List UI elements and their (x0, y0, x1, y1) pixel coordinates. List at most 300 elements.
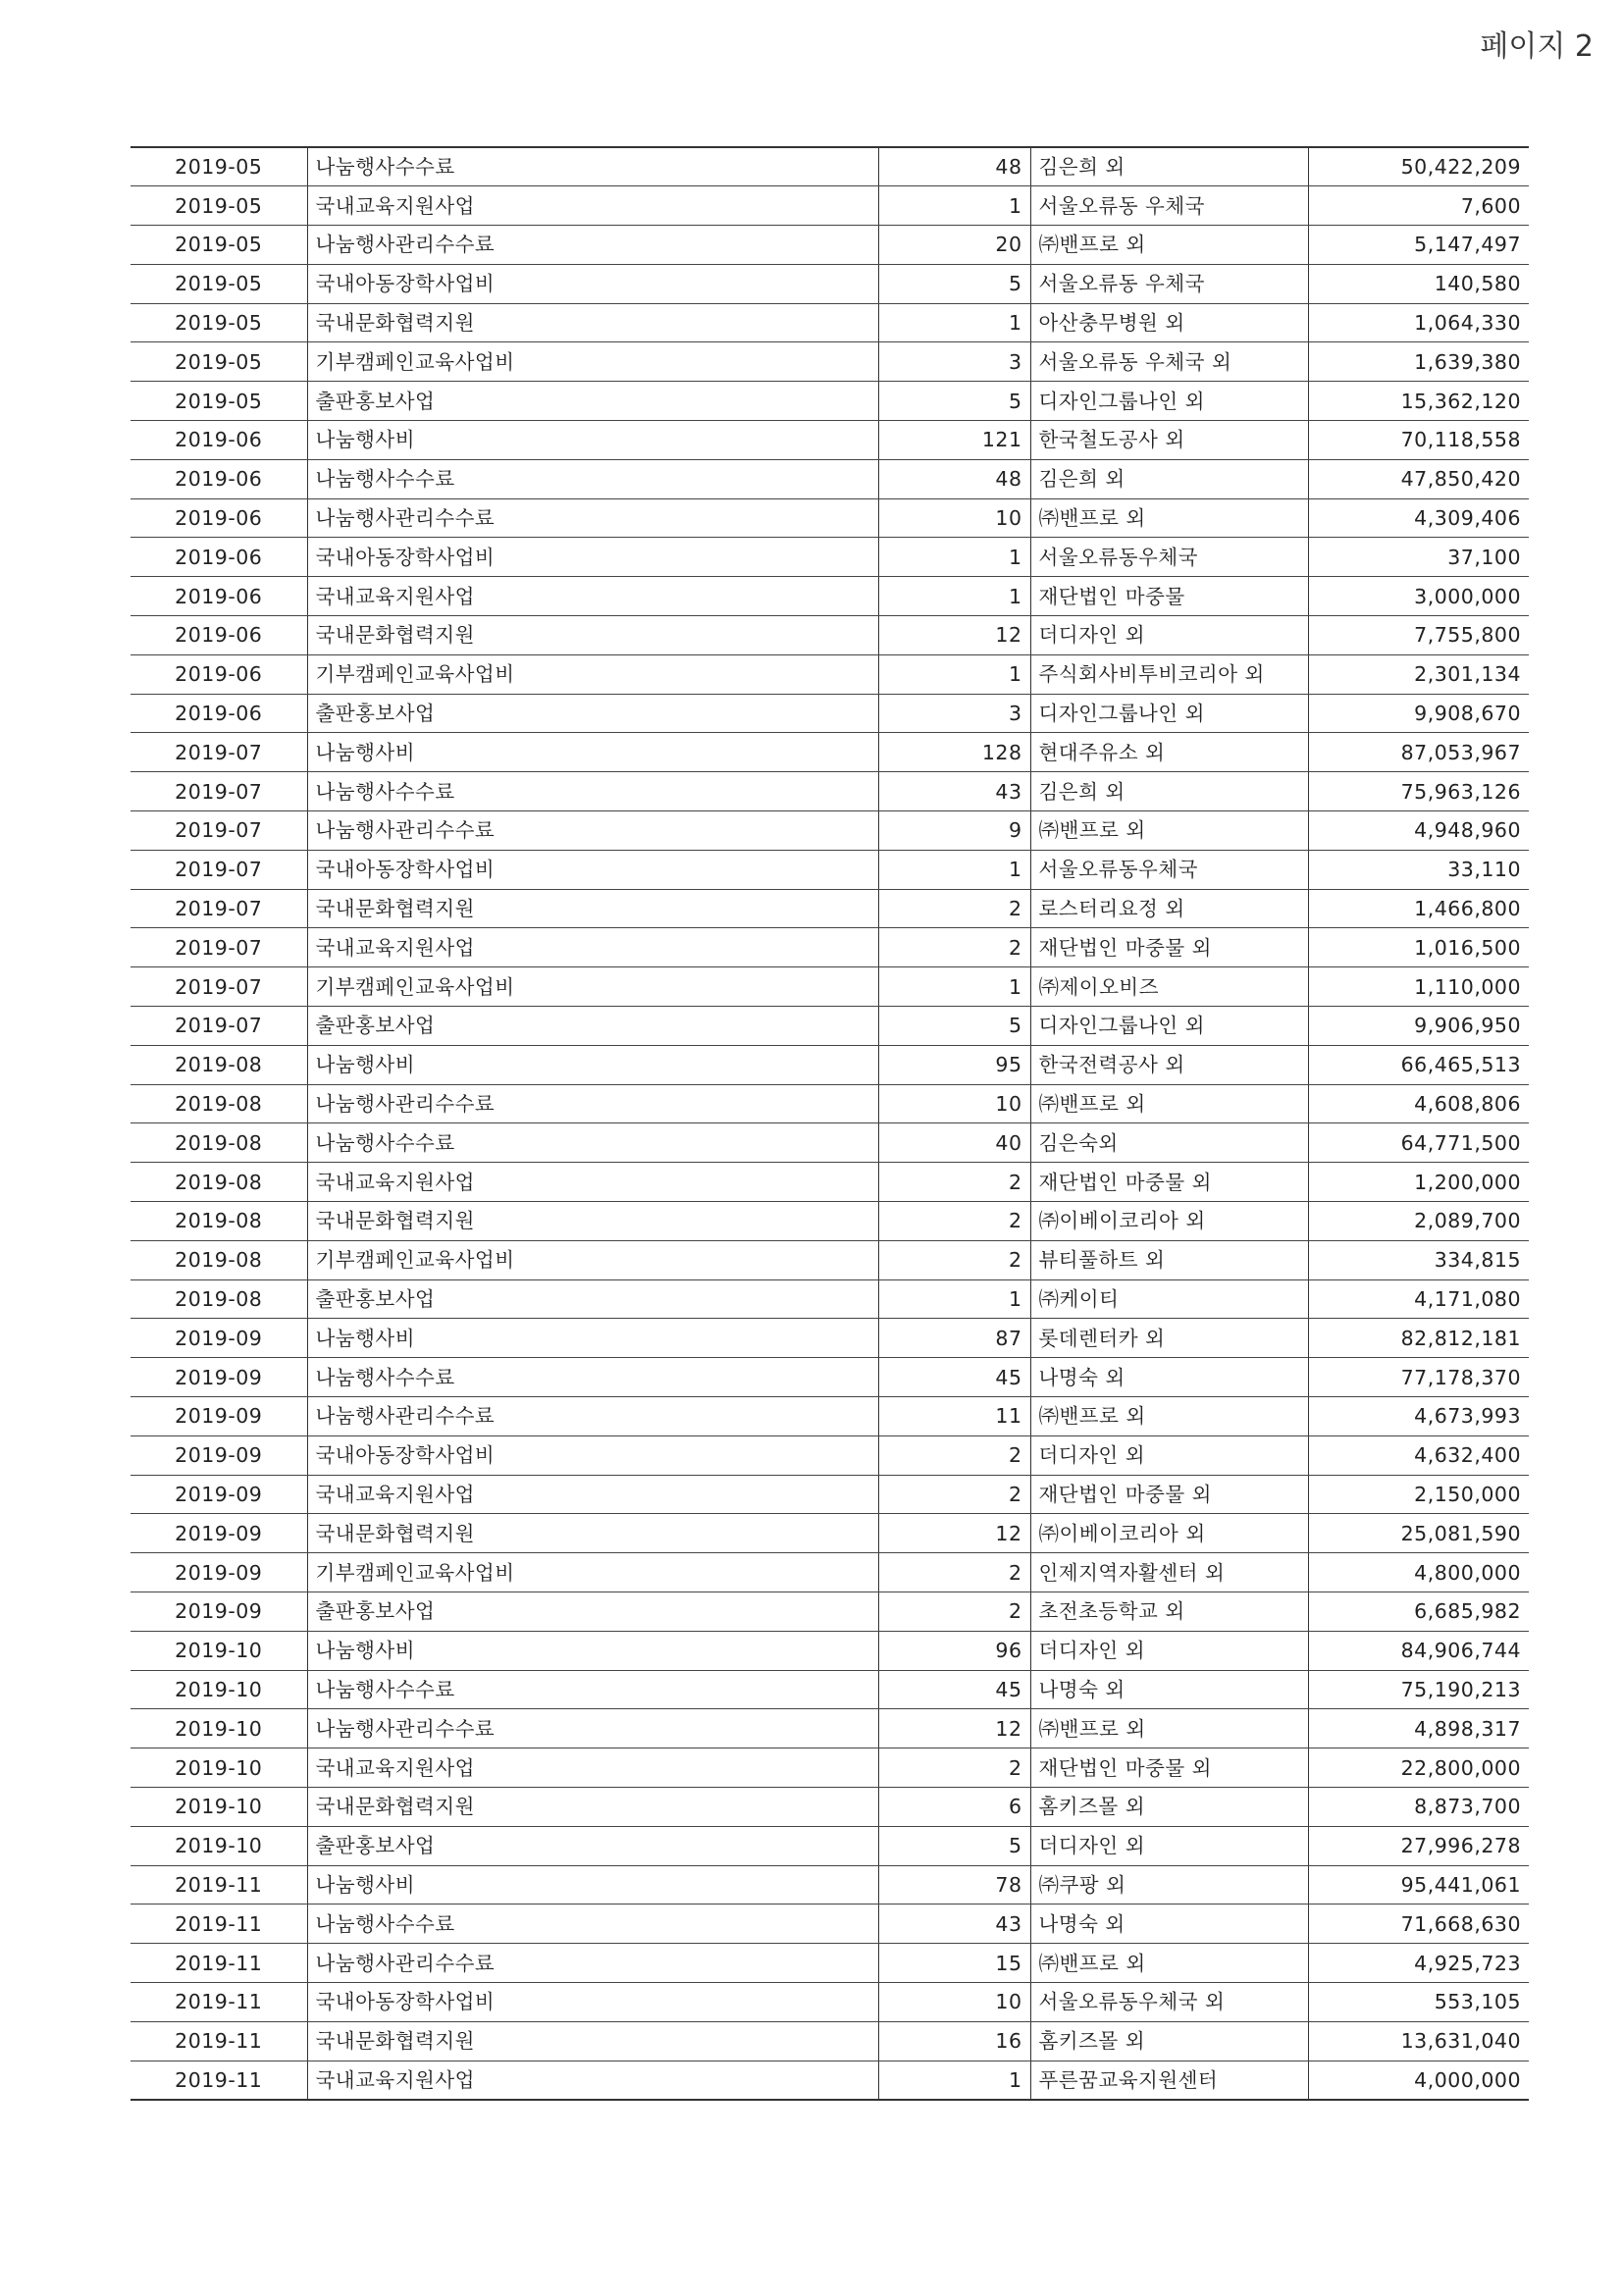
row-date: 2019-08 (131, 1202, 307, 1241)
row-item: 나눔행사수수료 (307, 147, 878, 186)
row-amount: 4,309,406 (1308, 498, 1529, 538)
row-item: 국내교육지원사업 (307, 186, 878, 226)
row-vendor: ㈜밴프로 외 (1030, 1944, 1308, 1983)
row-count: 1 (878, 2061, 1030, 2100)
row-vendor: ㈜케이티 (1030, 1279, 1308, 1319)
row-count: 3 (878, 342, 1030, 382)
table-row (131, 928, 1529, 967)
row-date: 2019-06 (131, 498, 307, 538)
row-vendor: 서울오류동 우체국 (1030, 186, 1308, 226)
row-date: 2019-09 (131, 1397, 307, 1436)
row-date: 2019-08 (131, 1279, 307, 1319)
table-row (131, 303, 1529, 342)
row-item: 나눔행사수수료 (307, 1358, 878, 1397)
row-item: 출판홍보사업 (307, 1592, 878, 1631)
table-row (131, 1084, 1529, 1123)
table-row (131, 2061, 1529, 2100)
row-date: 2019-11 (131, 1905, 307, 1944)
row-item: 출판홍보사업 (307, 1007, 878, 1046)
row-amount: 1,639,380 (1308, 342, 1529, 382)
table-row (131, 733, 1529, 772)
row-vendor: 서울오류동우체국 (1030, 850, 1308, 889)
row-item: 나눔행사비 (307, 1865, 878, 1905)
row-vendor: 디자인그룹나인 외 (1030, 1007, 1308, 1046)
row-count: 96 (878, 1631, 1030, 1670)
row-count: 128 (878, 733, 1030, 772)
row-item: 나눔행사관리수수료 (307, 1944, 878, 1983)
row-vendor: 재단법인 마중물 외 (1030, 1748, 1308, 1788)
row-date: 2019-09 (131, 1435, 307, 1475)
row-item: 국내문화협력지원 (307, 889, 878, 928)
table-row (131, 1748, 1529, 1788)
row-date: 2019-09 (131, 1514, 307, 1553)
row-date: 2019-10 (131, 1787, 307, 1826)
row-count: 1 (878, 654, 1030, 694)
row-date: 2019-05 (131, 342, 307, 382)
row-count: 48 (878, 459, 1030, 498)
row-count: 2 (878, 1592, 1030, 1631)
row-vendor: 더디자인 외 (1030, 1435, 1308, 1475)
row-amount: 5,147,497 (1308, 226, 1529, 265)
row-count: 11 (878, 1397, 1030, 1436)
row-count: 16 (878, 2021, 1030, 2061)
row-amount: 2,150,000 (1308, 1475, 1529, 1514)
row-vendor: 더디자인 외 (1030, 616, 1308, 655)
row-count: 10 (878, 1982, 1030, 2021)
row-date: 2019-09 (131, 1319, 307, 1358)
row-vendor: 재단법인 마중물 외 (1030, 1163, 1308, 1202)
row-date: 2019-07 (131, 928, 307, 967)
expense-ledger-table (131, 146, 1529, 2101)
table-row (131, 1279, 1529, 1319)
row-item: 국내교육지원사업 (307, 2061, 878, 2100)
row-item: 국내교육지원사업 (307, 1475, 878, 1514)
table-row (131, 1358, 1529, 1397)
row-count: 1 (878, 1279, 1030, 1319)
row-item: 국내아동장학사업비 (307, 1435, 878, 1475)
row-item: 국내아동장학사업비 (307, 850, 878, 889)
table-row (131, 1865, 1529, 1905)
row-date: 2019-08 (131, 1240, 307, 1279)
row-count: 5 (878, 264, 1030, 303)
row-item: 나눔행사관리수수료 (307, 226, 878, 265)
row-vendor: ㈜쿠팡 외 (1030, 1865, 1308, 1905)
row-item: 국내문화협력지원 (307, 303, 878, 342)
row-count: 9 (878, 811, 1030, 851)
row-count: 1 (878, 577, 1030, 616)
row-date: 2019-11 (131, 2021, 307, 2061)
row-date: 2019-10 (131, 1709, 307, 1748)
row-count: 12 (878, 1514, 1030, 1553)
row-amount: 4,925,723 (1308, 1944, 1529, 1983)
row-vendor: 현대주유소 외 (1030, 733, 1308, 772)
table-row (131, 342, 1529, 382)
row-vendor: 뷰티풀하트 외 (1030, 1240, 1308, 1279)
row-count: 78 (878, 1865, 1030, 1905)
row-item: 출판홍보사업 (307, 382, 878, 421)
row-amount: 2,089,700 (1308, 1202, 1529, 1241)
row-vendor: 서울오류동 우체국 외 (1030, 342, 1308, 382)
row-vendor: ㈜밴프로 외 (1030, 1709, 1308, 1748)
row-date: 2019-06 (131, 421, 307, 460)
row-item: 출판홍보사업 (307, 1279, 878, 1319)
table-row (131, 2021, 1529, 2061)
row-date: 2019-06 (131, 577, 307, 616)
table-row (131, 1905, 1529, 1944)
row-vendor: 재단법인 마중물 외 (1030, 928, 1308, 967)
row-vendor: 홈키즈몰 외 (1030, 1787, 1308, 1826)
row-item: 나눔행사비 (307, 1631, 878, 1670)
row-date: 2019-05 (131, 226, 307, 265)
row-date: 2019-05 (131, 186, 307, 226)
row-amount: 8,873,700 (1308, 1787, 1529, 1826)
row-amount: 4,632,400 (1308, 1435, 1529, 1475)
row-count: 2 (878, 889, 1030, 928)
row-date: 2019-10 (131, 1631, 307, 1670)
row-vendor: 한국전력공사 외 (1030, 1045, 1308, 1084)
row-vendor: 아산충무병원 외 (1030, 303, 1308, 342)
row-item: 나눔행사관리수수료 (307, 1397, 878, 1436)
row-amount: 47,850,420 (1308, 459, 1529, 498)
table-row (131, 1514, 1529, 1553)
row-vendor: ㈜밴프로 외 (1030, 498, 1308, 538)
table-row (131, 226, 1529, 265)
row-item: 출판홍보사업 (307, 1826, 878, 1865)
row-vendor: 서울오류동우체국 (1030, 538, 1308, 577)
row-date: 2019-08 (131, 1163, 307, 1202)
row-vendor: 김은희 외 (1030, 459, 1308, 498)
table-row (131, 1553, 1529, 1592)
table-row (131, 772, 1529, 811)
row-item: 국내교육지원사업 (307, 928, 878, 967)
row-item: 국내문화협력지원 (307, 1202, 878, 1241)
row-count: 1 (878, 850, 1030, 889)
row-amount: 9,906,950 (1308, 1007, 1529, 1046)
row-vendor: 서울오류동우체국 외 (1030, 1982, 1308, 2021)
table-row (131, 1709, 1529, 1748)
row-date: 2019-06 (131, 654, 307, 694)
row-item: 기부캠페인교육사업비 (307, 1553, 878, 1592)
row-count: 5 (878, 382, 1030, 421)
row-vendor: 디자인그룹나인 외 (1030, 382, 1308, 421)
table-row (131, 498, 1529, 538)
row-amount: 22,800,000 (1308, 1748, 1529, 1788)
row-vendor: 홈키즈몰 외 (1030, 2021, 1308, 2061)
row-count: 2 (878, 1475, 1030, 1514)
page-number: 페이지 2 (1480, 29, 1594, 64)
row-vendor: ㈜밴프로 외 (1030, 1397, 1308, 1436)
row-vendor: 더디자인 외 (1030, 1631, 1308, 1670)
row-amount: 9,908,670 (1308, 694, 1529, 733)
row-count: 12 (878, 1709, 1030, 1748)
row-item: 나눔행사수수료 (307, 1905, 878, 1944)
row-date: 2019-08 (131, 1045, 307, 1084)
table-row (131, 459, 1529, 498)
row-item: 나눔행사비 (307, 733, 878, 772)
row-date: 2019-06 (131, 694, 307, 733)
row-amount: 4,673,993 (1308, 1397, 1529, 1436)
row-item: 나눔행사비 (307, 421, 878, 460)
row-amount: 7,755,800 (1308, 616, 1529, 655)
row-count: 12 (878, 616, 1030, 655)
row-date: 2019-05 (131, 382, 307, 421)
row-count: 1 (878, 967, 1030, 1007)
row-amount: 553,105 (1308, 1982, 1529, 2021)
row-date: 2019-08 (131, 1084, 307, 1123)
row-count: 6 (878, 1787, 1030, 1826)
row-amount: 1,064,330 (1308, 303, 1529, 342)
row-amount: 25,081,590 (1308, 1514, 1529, 1553)
row-count: 5 (878, 1007, 1030, 1046)
table-row (131, 1045, 1529, 1084)
row-count: 95 (878, 1045, 1030, 1084)
row-vendor: 재단법인 마중물 외 (1030, 1475, 1308, 1514)
row-amount: 15,362,120 (1308, 382, 1529, 421)
table-row (131, 1787, 1529, 1826)
row-amount: 33,110 (1308, 850, 1529, 889)
row-date: 2019-07 (131, 967, 307, 1007)
row-vendor: ㈜제이오비즈 (1030, 967, 1308, 1007)
row-item: 국내문화협력지원 (307, 1787, 878, 1826)
table-row (131, 147, 1529, 186)
row-amount: 70,118,558 (1308, 421, 1529, 460)
row-count: 3 (878, 694, 1030, 733)
row-date: 2019-07 (131, 733, 307, 772)
row-item: 국내교육지원사업 (307, 1748, 878, 1788)
row-date: 2019-09 (131, 1592, 307, 1631)
row-date: 2019-05 (131, 264, 307, 303)
row-amount: 4,000,000 (1308, 2061, 1529, 2100)
row-count: 2 (878, 928, 1030, 967)
row-count: 10 (878, 498, 1030, 538)
row-item: 나눔행사관리수수료 (307, 811, 878, 851)
table-row (131, 1982, 1529, 2021)
row-amount: 1,200,000 (1308, 1163, 1529, 1202)
table-row (131, 1475, 1529, 1514)
row-item: 국내문화협력지원 (307, 616, 878, 655)
row-date: 2019-11 (131, 1944, 307, 1983)
row-amount: 95,441,061 (1308, 1865, 1529, 1905)
ledger-body (131, 147, 1529, 2100)
row-count: 2 (878, 1553, 1030, 1592)
row-amount: 1,466,800 (1308, 889, 1529, 928)
table-row (131, 1007, 1529, 1046)
row-count: 20 (878, 226, 1030, 265)
row-date: 2019-07 (131, 772, 307, 811)
row-date: 2019-09 (131, 1553, 307, 1592)
row-item: 나눔행사관리수수료 (307, 1084, 878, 1123)
row-vendor: ㈜이베이코리아 외 (1030, 1202, 1308, 1241)
row-item: 국내아동장학사업비 (307, 1982, 878, 2021)
row-date: 2019-06 (131, 616, 307, 655)
row-date: 2019-05 (131, 303, 307, 342)
table-row (131, 1163, 1529, 1202)
row-date: 2019-07 (131, 1007, 307, 1046)
table-row (131, 538, 1529, 577)
row-vendor: 김은희 외 (1030, 147, 1308, 186)
table-row (131, 1202, 1529, 1241)
row-vendor: 김은숙외 (1030, 1123, 1308, 1163)
row-item: 국내문화협력지원 (307, 1514, 878, 1553)
row-item: 국내문화협력지원 (307, 2021, 878, 2061)
row-amount: 84,906,744 (1308, 1631, 1529, 1670)
table-row (131, 654, 1529, 694)
row-vendor: 서울오류동 우체국 (1030, 264, 1308, 303)
row-date: 2019-11 (131, 2061, 307, 2100)
row-amount: 75,190,213 (1308, 1670, 1529, 1709)
row-count: 2 (878, 1163, 1030, 1202)
row-date: 2019-10 (131, 1748, 307, 1788)
row-count: 2 (878, 1748, 1030, 1788)
row-amount: 7,600 (1308, 186, 1529, 226)
row-count: 5 (878, 1826, 1030, 1865)
row-date: 2019-10 (131, 1670, 307, 1709)
row-vendor: ㈜이베이코리아 외 (1030, 1514, 1308, 1553)
row-vendor: 더디자인 외 (1030, 1826, 1308, 1865)
row-count: 43 (878, 772, 1030, 811)
row-date: 2019-07 (131, 850, 307, 889)
table-row (131, 1240, 1529, 1279)
row-amount: 82,812,181 (1308, 1319, 1529, 1358)
row-date: 2019-09 (131, 1358, 307, 1397)
row-amount: 2,301,134 (1308, 654, 1529, 694)
row-count: 2 (878, 1202, 1030, 1241)
row-amount: 71,668,630 (1308, 1905, 1529, 1944)
table-row (131, 1944, 1529, 1983)
row-amount: 4,171,080 (1308, 1279, 1529, 1319)
row-vendor: 김은희 외 (1030, 772, 1308, 811)
row-item: 나눔행사비 (307, 1045, 878, 1084)
row-count: 2 (878, 1240, 1030, 1279)
row-date: 2019-07 (131, 811, 307, 851)
row-count: 1 (878, 538, 1030, 577)
table-row (131, 1826, 1529, 1865)
row-amount: 4,898,317 (1308, 1709, 1529, 1748)
row-item: 기부캠페인교육사업비 (307, 967, 878, 1007)
table-row (131, 889, 1529, 928)
row-count: 10 (878, 1084, 1030, 1123)
row-amount: 87,053,967 (1308, 733, 1529, 772)
row-item: 기부캠페인교육사업비 (307, 654, 878, 694)
row-item: 국내아동장학사업비 (307, 264, 878, 303)
row-item: 나눔행사수수료 (307, 459, 878, 498)
row-vendor: 나명숙 외 (1030, 1670, 1308, 1709)
row-date: 2019-07 (131, 889, 307, 928)
table-row (131, 1631, 1529, 1670)
row-vendor: 주식회사비투비코리아 외 (1030, 654, 1308, 694)
row-date: 2019-11 (131, 1982, 307, 2021)
row-vendor: 초전초등학교 외 (1030, 1592, 1308, 1631)
table-row (131, 850, 1529, 889)
row-date: 2019-10 (131, 1826, 307, 1865)
row-amount: 27,996,278 (1308, 1826, 1529, 1865)
table-row (131, 577, 1529, 616)
row-item: 나눔행사수수료 (307, 1670, 878, 1709)
row-count: 45 (878, 1358, 1030, 1397)
row-amount: 334,815 (1308, 1240, 1529, 1279)
row-amount: 3,000,000 (1308, 577, 1529, 616)
table-row (131, 967, 1529, 1007)
row-amount: 1,110,000 (1308, 967, 1529, 1007)
row-date: 2019-08 (131, 1123, 307, 1163)
row-vendor: 푸른꿈교육지원센터 (1030, 2061, 1308, 2100)
row-count: 2 (878, 1435, 1030, 1475)
row-vendor: 재단법인 마중물 (1030, 577, 1308, 616)
row-item: 기부캠페인교육사업비 (307, 342, 878, 382)
table-row (131, 1319, 1529, 1358)
table-row (131, 1123, 1529, 1163)
row-count: 40 (878, 1123, 1030, 1163)
table-row (131, 616, 1529, 655)
row-item: 나눔행사관리수수료 (307, 498, 878, 538)
table-row (131, 1592, 1529, 1631)
table-row (131, 694, 1529, 733)
table-row (131, 1397, 1529, 1436)
row-date: 2019-06 (131, 459, 307, 498)
row-vendor: ㈜밴프로 외 (1030, 811, 1308, 851)
table-row (131, 421, 1529, 460)
row-amount: 4,948,960 (1308, 811, 1529, 851)
table-row (131, 1435, 1529, 1475)
row-item: 국내아동장학사업비 (307, 538, 878, 577)
row-item: 나눔행사수수료 (307, 772, 878, 811)
table-row (131, 811, 1529, 851)
row-amount: 37,100 (1308, 538, 1529, 577)
row-date: 2019-11 (131, 1865, 307, 1905)
row-count: 43 (878, 1905, 1030, 1944)
row-vendor: 로스터리요정 외 (1030, 889, 1308, 928)
row-amount: 75,963,126 (1308, 772, 1529, 811)
row-vendor: 나명숙 외 (1030, 1358, 1308, 1397)
row-item: 나눔행사비 (307, 1319, 878, 1358)
row-count: 15 (878, 1944, 1030, 1983)
row-date: 2019-09 (131, 1475, 307, 1514)
row-date: 2019-05 (131, 147, 307, 186)
row-count: 48 (878, 147, 1030, 186)
row-count: 45 (878, 1670, 1030, 1709)
row-amount: 77,178,370 (1308, 1358, 1529, 1397)
row-amount: 4,800,000 (1308, 1553, 1529, 1592)
table-row (131, 382, 1529, 421)
row-amount: 13,631,040 (1308, 2021, 1529, 2061)
row-amount: 64,771,500 (1308, 1123, 1529, 1163)
row-vendor: ㈜밴프로 외 (1030, 1084, 1308, 1123)
row-vendor: 한국철도공사 외 (1030, 421, 1308, 460)
table-row (131, 1670, 1529, 1709)
row-vendor: 나명숙 외 (1030, 1905, 1308, 1944)
table-row (131, 186, 1529, 226)
row-item: 나눔행사수수료 (307, 1123, 878, 1163)
row-item: 국내교육지원사업 (307, 1163, 878, 1202)
row-amount: 4,608,806 (1308, 1084, 1529, 1123)
row-amount: 50,422,209 (1308, 147, 1529, 186)
row-item: 출판홍보사업 (307, 694, 878, 733)
row-item: 기부캠페인교육사업비 (307, 1240, 878, 1279)
row-item: 나눔행사관리수수료 (307, 1709, 878, 1748)
row-vendor: 디자인그룹나인 외 (1030, 694, 1308, 733)
row-count: 1 (878, 186, 1030, 226)
row-vendor: 롯데렌터카 외 (1030, 1319, 1308, 1358)
row-count: 121 (878, 421, 1030, 460)
row-amount: 66,465,513 (1308, 1045, 1529, 1084)
table-row (131, 264, 1529, 303)
row-date: 2019-06 (131, 538, 307, 577)
row-amount: 1,016,500 (1308, 928, 1529, 967)
row-count: 87 (878, 1319, 1030, 1358)
row-amount: 140,580 (1308, 264, 1529, 303)
row-vendor: ㈜밴프로 외 (1030, 226, 1308, 265)
row-amount: 6,685,982 (1308, 1592, 1529, 1631)
